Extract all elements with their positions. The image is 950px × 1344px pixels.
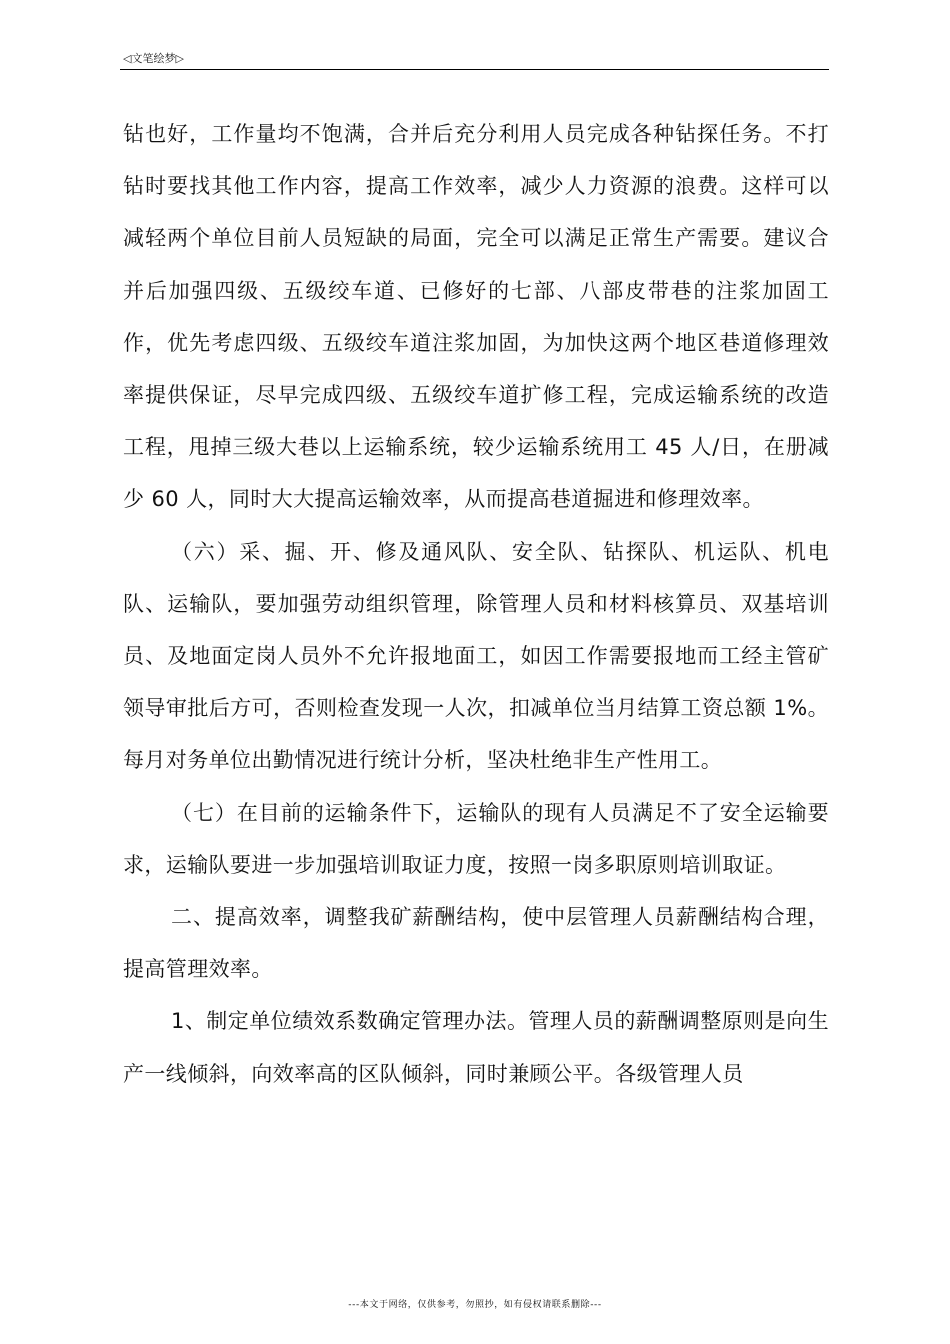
header-divider: [120, 69, 829, 70]
body-paragraph-point-one: 1、制定单位绩效系数确定管理办法。管理人员的薪酬调整原则是向生产一线倾斜，向效率高的区队倾斜，同时兼顾公平。各级管理人员: [123, 1009, 829, 1086]
page-footer-disclaimer: ---本文于网络，仅供参考，勿照抄，如有侵权请联系删除---: [348, 1300, 602, 1310]
body-paragraph-item-seven: （七）在目前的运输条件下，运输队的现有人员满足不了安全运输要求，运输队要进一步加强培训取证力度，按照一岗多职原则培训取证。: [123, 800, 829, 877]
body-paragraph-item-six: （六）采、掘、开、修及通风队、安全队、钻探队、机运队、机电队、运输队，要加强劳动组织管理，除管理人员和材料核算员、双基培训员、及地面定岗人员外不允许报地面工，如因工作需要报地而工经主管矿领导审批后方可，否则检查发现一人次，扣减单位当月结算工资总额 1%。每月对务单位出勤情况进行统计分析，坚决杜绝非生产性用工。: [123, 539, 829, 773]
body-paragraph-continuation: 钻也好，工作量均不饱满，合并后充分利用人员完成各种钻探任务。不打钻时要找其他工作内容，提高工作效率，减少人力资源的浪费。这样可以减轻两个单位目前人员短缺的局面，完全可以满足正常生产需要。建议合并后加强四级、五级绞车道、已修好的七部、八部皮带巷的注浆加固工作，优先考虑四级、五级绞车道注浆加固，为加快这两个地区巷道修理效率提供保证，尽早完成四级、五级绞车道扩修工程，完成运输系统的改造工程，甩掉三级大巷以上运输系统，较少运输系统用工 45 人/日，在册减少 60 人，同时大大提高运输效率，从而提高巷道掘进和修理效率。: [123, 122, 829, 512]
page-header-text: ◁文笔绘梦▷: [123, 52, 184, 65]
document-body: [123, 108, 829, 1100]
section-heading-two: 二、提高效率，调整我矿薪酬结构，使中层管理人员薪酬结构合理，提高管理效率。: [123, 905, 829, 982]
